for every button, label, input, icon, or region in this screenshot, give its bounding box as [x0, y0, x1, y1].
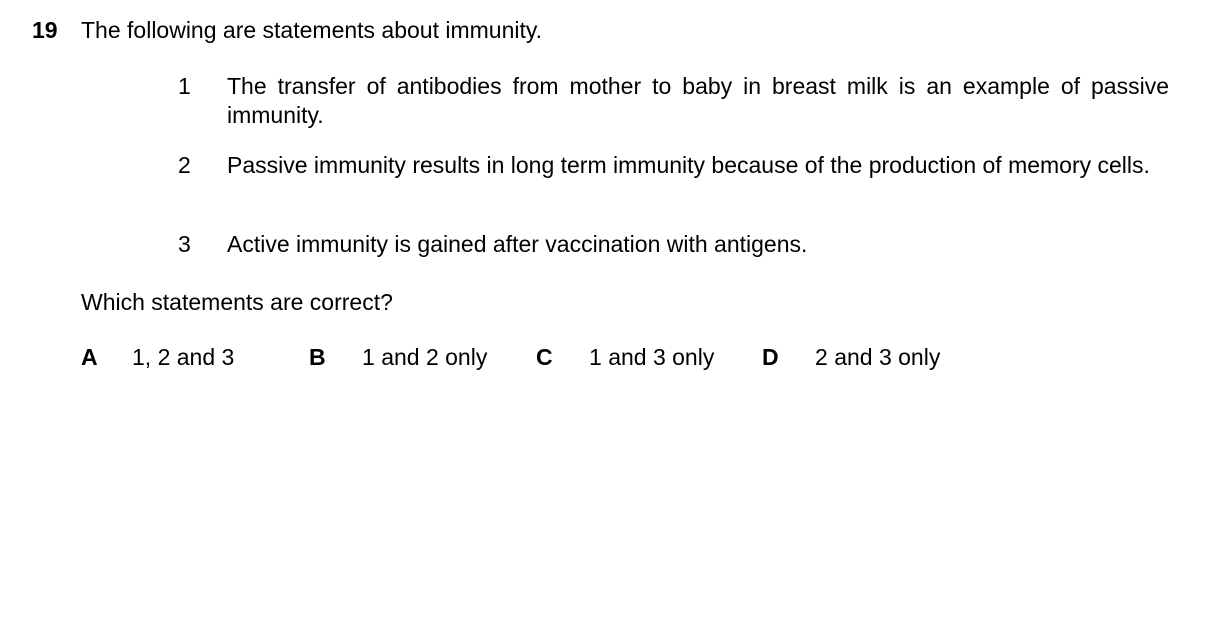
option-c[interactable]: [536, 344, 714, 370]
statement-number: 2: [178, 152, 191, 178]
option-text: 1 and 3 only: [589, 344, 715, 370]
question-number: 19: [32, 17, 58, 43]
option-b[interactable]: [309, 344, 487, 370]
option-letter: C: [536, 344, 553, 370]
statement-text: Passive immunity results in long term immunity because of the production of memory cells.: [227, 152, 1150, 178]
option-letter: D: [762, 344, 779, 370]
option-d[interactable]: [762, 344, 940, 370]
option-a[interactable]: [81, 344, 234, 370]
statement-number: 1: [178, 73, 191, 99]
statement-text: The transfer of antibodies from mother to baby in breast milk is an example of passive immunity.: [227, 73, 1169, 128]
option-text: 1 and 2 only: [362, 344, 488, 370]
statement-text: Active immunity is gained after vaccination with antigens.: [227, 231, 808, 257]
option-text: 1, 2 and 3: [132, 344, 235, 370]
question-stem: The following are statements about immunity.: [81, 17, 543, 43]
statement-number: 3: [178, 231, 191, 257]
option-letter: B: [309, 344, 326, 370]
question-prompt: Which statements are correct?: [81, 289, 393, 315]
option-letter: A: [81, 344, 98, 370]
option-text: 2 and 3 only: [815, 344, 941, 370]
